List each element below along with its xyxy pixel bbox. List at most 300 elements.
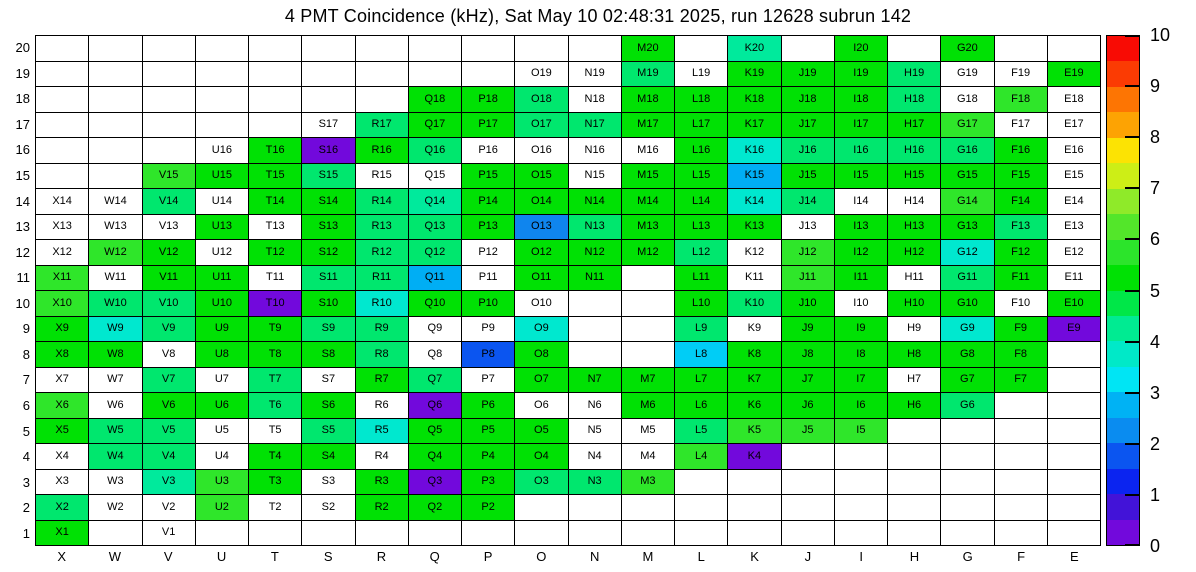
grid-cell <box>941 444 994 470</box>
grid-cell: P12 <box>462 240 515 266</box>
grid-cell <box>941 470 994 496</box>
grid-cell <box>622 266 675 292</box>
grid-cell: K10 <box>728 291 781 317</box>
grid-cell: L8 <box>675 342 728 368</box>
colorbar-band <box>1107 520 1139 545</box>
grid-cell: V10 <box>143 291 196 317</box>
grid-cell: M17 <box>622 113 675 139</box>
y-tick-label: 8 <box>22 346 30 362</box>
grid-cell <box>249 87 302 113</box>
grid-cell: H16 <box>888 138 941 164</box>
grid-cell: M5 <box>622 419 675 445</box>
grid-cell: P6 <box>462 393 515 419</box>
grid-cell: E17 <box>1048 113 1101 139</box>
x-tick-label: F <box>1017 549 1026 564</box>
grid-cell: N7 <box>569 368 622 394</box>
grid-cell <box>888 470 941 496</box>
grid-cell: M13 <box>622 215 675 241</box>
grid-cell: O6 <box>515 393 568 419</box>
grid-cell: Q17 <box>409 113 462 139</box>
colorbar-tick <box>1125 544 1140 546</box>
grid-cell: U8 <box>196 342 249 368</box>
grid-cell: F8 <box>995 342 1048 368</box>
grid-cell <box>36 62 89 88</box>
grid-cell: U16 <box>196 138 249 164</box>
grid-cell: G9 <box>941 317 994 343</box>
grid-cell: L4 <box>675 444 728 470</box>
grid-cell: P15 <box>462 164 515 190</box>
grid-cell: O15 <box>515 164 568 190</box>
grid-cell: Q9 <box>409 317 462 343</box>
grid-cell <box>622 495 675 521</box>
grid-cell: O13 <box>515 215 568 241</box>
y-tick-label: 17 <box>15 116 30 132</box>
grid-cell: L17 <box>675 113 728 139</box>
grid-cell <box>1048 521 1101 547</box>
grid-cell <box>782 495 835 521</box>
grid-cell <box>569 291 622 317</box>
grid-cell <box>143 113 196 139</box>
grid-cell: Q13 <box>409 215 462 241</box>
grid-cell: S10 <box>302 291 355 317</box>
grid-cell <box>675 495 728 521</box>
grid-cell <box>835 521 888 547</box>
grid-cell: T5 <box>249 419 302 445</box>
grid-cell: J10 <box>782 291 835 317</box>
grid-cell: O5 <box>515 419 568 445</box>
grid-cell: P10 <box>462 291 515 317</box>
grid-cell <box>888 36 941 62</box>
grid-cell: W10 <box>89 291 142 317</box>
grid-cell: J11 <box>782 266 835 292</box>
colorbar-tick <box>1125 85 1140 87</box>
grid-cell: R4 <box>356 444 409 470</box>
colorbar-band <box>1107 265 1139 290</box>
grid-cell: G20 <box>941 36 994 62</box>
grid-cell: H7 <box>888 368 941 394</box>
grid-cell <box>462 521 515 547</box>
grid-cell: X6 <box>36 393 89 419</box>
grid-cell: M15 <box>622 164 675 190</box>
grid-cell: H14 <box>888 189 941 215</box>
grid-cell: L7 <box>675 368 728 394</box>
grid-cell: N12 <box>569 240 622 266</box>
grid-cell: I7 <box>835 368 888 394</box>
grid-cell <box>196 87 249 113</box>
grid-cell: V4 <box>143 444 196 470</box>
grid-cell: L9 <box>675 317 728 343</box>
grid-cell: W12 <box>89 240 142 266</box>
grid-cell: X11 <box>36 266 89 292</box>
grid-cell: U4 <box>196 444 249 470</box>
colorbar-band <box>1107 214 1139 239</box>
grid-cell <box>728 521 781 547</box>
grid-cell <box>728 495 781 521</box>
grid-cell <box>782 521 835 547</box>
grid-cell: U10 <box>196 291 249 317</box>
grid-cell: R7 <box>356 368 409 394</box>
grid-cell: X13 <box>36 215 89 241</box>
grid-cell <box>356 87 409 113</box>
grid-cell: M4 <box>622 444 675 470</box>
grid-cell: U3 <box>196 470 249 496</box>
grid-cell: F10 <box>995 291 1048 317</box>
grid-cell: S4 <box>302 444 355 470</box>
grid-cell: X12 <box>36 240 89 266</box>
grid-cell: J9 <box>782 317 835 343</box>
colorbar-band <box>1107 469 1139 494</box>
grid-cell: X3 <box>36 470 89 496</box>
grid-cell: R14 <box>356 189 409 215</box>
grid-cell <box>675 36 728 62</box>
x-tick-label: W <box>108 549 122 564</box>
grid-cell: E11 <box>1048 266 1101 292</box>
grid-cell: J16 <box>782 138 835 164</box>
grid-cell: R17 <box>356 113 409 139</box>
x-tick-label: Q <box>429 549 440 564</box>
grid-cell: I10 <box>835 291 888 317</box>
grid-cell: P13 <box>462 215 515 241</box>
grid-cell: V14 <box>143 189 196 215</box>
grid-cell: M6 <box>622 393 675 419</box>
grid-cell <box>1048 419 1101 445</box>
y-tick-label: 2 <box>22 500 30 516</box>
grid-cell: G11 <box>941 266 994 292</box>
colorbar-tick <box>1125 187 1140 189</box>
grid-cell: F9 <box>995 317 1048 343</box>
grid-cell: G8 <box>941 342 994 368</box>
grid-cell: O17 <box>515 113 568 139</box>
grid-cell <box>569 495 622 521</box>
colorbar-tick-label: 3 <box>1150 382 1161 403</box>
grid-cell: K18 <box>728 87 781 113</box>
grid-cell: V9 <box>143 317 196 343</box>
colorbar-band <box>1107 36 1139 61</box>
grid-cell <box>196 36 249 62</box>
grid-cell: L15 <box>675 164 728 190</box>
grid-cell: Q4 <box>409 444 462 470</box>
grid-cell: P7 <box>462 368 515 394</box>
grid-cell: Q5 <box>409 419 462 445</box>
grid-cell <box>675 470 728 496</box>
grid-cell: M3 <box>622 470 675 496</box>
y-tick-label: 14 <box>15 193 30 209</box>
colorbar-tick <box>1125 35 1140 37</box>
y-tick-label: 11 <box>16 270 30 286</box>
grid-cell: Q6 <box>409 393 462 419</box>
colorbar-band <box>1107 189 1139 214</box>
grid-cell: T2 <box>249 495 302 521</box>
grid-cell: R9 <box>356 317 409 343</box>
grid-cell <box>196 113 249 139</box>
grid-cell <box>888 419 941 445</box>
grid-cell: S6 <box>302 393 355 419</box>
grid-cell <box>941 521 994 547</box>
grid-cell: Q10 <box>409 291 462 317</box>
grid-cell: H10 <box>888 291 941 317</box>
grid-cell: S7 <box>302 368 355 394</box>
grid-cell: J14 <box>782 189 835 215</box>
grid-cell <box>36 164 89 190</box>
grid-cell: J18 <box>782 87 835 113</box>
grid-cell: T12 <box>249 240 302 266</box>
grid-cell: N11 <box>569 266 622 292</box>
grid-cell: N14 <box>569 189 622 215</box>
grid-cell: I5 <box>835 419 888 445</box>
grid-cell: O11 <box>515 266 568 292</box>
grid-cell: H18 <box>888 87 941 113</box>
grid-cell <box>409 62 462 88</box>
grid-cell: X1 <box>36 521 89 547</box>
grid-cell: L5 <box>675 419 728 445</box>
grid-cell: I17 <box>835 113 888 139</box>
grid-cell <box>782 444 835 470</box>
grid-cell: W11 <box>89 266 142 292</box>
grid-cell: H11 <box>888 266 941 292</box>
grid-cell: T7 <box>249 368 302 394</box>
grid-cell: J7 <box>782 368 835 394</box>
grid-cell: R12 <box>356 240 409 266</box>
y-tick-label: 20 <box>15 40 30 56</box>
grid-cell <box>36 36 89 62</box>
grid-cell <box>249 521 302 547</box>
grid-cell: I9 <box>835 317 888 343</box>
y-tick-label: 4 <box>22 449 30 465</box>
grid-cell: W6 <box>89 393 142 419</box>
grid-cell: Q7 <box>409 368 462 394</box>
grid-cell: N3 <box>569 470 622 496</box>
grid-cell <box>36 113 89 139</box>
grid-cell <box>409 521 462 547</box>
grid-cell: U2 <box>196 495 249 521</box>
grid-cell <box>356 521 409 547</box>
grid-cell: P16 <box>462 138 515 164</box>
grid-cell: L13 <box>675 215 728 241</box>
grid-cell <box>1048 444 1101 470</box>
grid-cell: V2 <box>143 495 196 521</box>
grid-cell: T10 <box>249 291 302 317</box>
colorbar-tick <box>1125 341 1140 343</box>
grid-cell: W2 <box>89 495 142 521</box>
grid-cell <box>569 521 622 547</box>
grid-cell: O10 <box>515 291 568 317</box>
colorbar-band <box>1107 392 1139 417</box>
grid-cell: K13 <box>728 215 781 241</box>
y-tick-label: 19 <box>15 65 30 81</box>
colorbar-band <box>1107 240 1139 265</box>
grid-cell <box>356 36 409 62</box>
grid-cell <box>622 291 675 317</box>
grid-cell: P14 <box>462 189 515 215</box>
grid-cell <box>622 342 675 368</box>
grid-cell <box>569 342 622 368</box>
grid-cell <box>249 36 302 62</box>
y-tick-label: 16 <box>15 142 30 158</box>
grid-cell <box>515 36 568 62</box>
grid-cell <box>249 113 302 139</box>
grid-cell: L14 <box>675 189 728 215</box>
grid-cell: Q16 <box>409 138 462 164</box>
grid-cell: V15 <box>143 164 196 190</box>
grid-cell: M12 <box>622 240 675 266</box>
y-tick-label: 3 <box>22 474 30 490</box>
grid-cell: Q8 <box>409 342 462 368</box>
grid-cell: V13 <box>143 215 196 241</box>
grid-cell: I14 <box>835 189 888 215</box>
grid-cell: S2 <box>302 495 355 521</box>
grid-cell: K7 <box>728 368 781 394</box>
grid-cell: M18 <box>622 87 675 113</box>
grid-cell: J15 <box>782 164 835 190</box>
grid-cell: Q12 <box>409 240 462 266</box>
grid-cell: K16 <box>728 138 781 164</box>
grid-cell: E15 <box>1048 164 1101 190</box>
grid-cell: N4 <box>569 444 622 470</box>
grid-cell: P17 <box>462 113 515 139</box>
grid-cell: K11 <box>728 266 781 292</box>
grid-cell: Q14 <box>409 189 462 215</box>
colorbar-tick <box>1125 443 1140 445</box>
grid-cell: U14 <box>196 189 249 215</box>
grid-cell: P5 <box>462 419 515 445</box>
grid-cell: F18 <box>995 87 1048 113</box>
x-tick-label: T <box>270 549 279 564</box>
grid-cell: E16 <box>1048 138 1101 164</box>
grid-cell: R10 <box>356 291 409 317</box>
grid-cell: V5 <box>143 419 196 445</box>
grid-cell: O16 <box>515 138 568 164</box>
grid-cell <box>302 62 355 88</box>
grid-cell: U7 <box>196 368 249 394</box>
x-tick-label: K <box>750 549 759 564</box>
grid-cell <box>249 62 302 88</box>
grid-cell: F12 <box>995 240 1048 266</box>
grid-cell <box>1048 495 1101 521</box>
x-tick-label: G <box>962 549 973 564</box>
grid-cell: F16 <box>995 138 1048 164</box>
colorbar-band <box>1107 367 1139 392</box>
grid-cell: G14 <box>941 189 994 215</box>
grid-cell: G12 <box>941 240 994 266</box>
grid-cell: P11 <box>462 266 515 292</box>
grid-cell: T15 <box>249 164 302 190</box>
grid-cell <box>515 495 568 521</box>
grid-cell: I20 <box>835 36 888 62</box>
x-tick-label: H <box>909 549 920 564</box>
grid-cell <box>728 470 781 496</box>
grid-cell: S8 <box>302 342 355 368</box>
grid-cell: H19 <box>888 62 941 88</box>
y-tick-label: 7 <box>22 372 30 388</box>
grid-cell: G15 <box>941 164 994 190</box>
grid-cell: K17 <box>728 113 781 139</box>
grid-cell <box>409 36 462 62</box>
grid-cell: E12 <box>1048 240 1101 266</box>
grid-cell: P8 <box>462 342 515 368</box>
grid-cell <box>1048 393 1101 419</box>
grid-cell: E9 <box>1048 317 1101 343</box>
grid-cell: V3 <box>143 470 196 496</box>
grid-cell <box>835 444 888 470</box>
grid-cell: X2 <box>36 495 89 521</box>
colorbar-tick <box>1125 290 1140 292</box>
y-tick-label: 15 <box>15 168 30 184</box>
grid-cell: U11 <box>196 266 249 292</box>
grid-cell: M14 <box>622 189 675 215</box>
grid-cell: K20 <box>728 36 781 62</box>
grid-cell: O9 <box>515 317 568 343</box>
x-tick-label: L <box>697 549 705 564</box>
grid-cell: G18 <box>941 87 994 113</box>
grid-cell: K6 <box>728 393 781 419</box>
grid-cell: S5 <box>302 419 355 445</box>
grid-cell: U12 <box>196 240 249 266</box>
x-tick-label: P <box>483 549 493 564</box>
grid-cell <box>89 87 142 113</box>
grid-cell: V12 <box>143 240 196 266</box>
grid-cell: U9 <box>196 317 249 343</box>
grid-cell: G7 <box>941 368 994 394</box>
grid-cell: S15 <box>302 164 355 190</box>
grid-cell <box>1048 470 1101 496</box>
grid-cell: H17 <box>888 113 941 139</box>
colorbar-band <box>1107 112 1139 137</box>
grid-cell: J8 <box>782 342 835 368</box>
grid-cell: E18 <box>1048 87 1101 113</box>
grid-cell <box>569 317 622 343</box>
grid-cell <box>515 521 568 547</box>
grid-cell: T6 <box>249 393 302 419</box>
grid-cell: O3 <box>515 470 568 496</box>
grid-cell <box>356 62 409 88</box>
grid-cell <box>143 36 196 62</box>
grid-cell <box>302 36 355 62</box>
grid-cell <box>995 419 1048 445</box>
y-tick-label: 1 <box>22 525 30 541</box>
grid-cell: R6 <box>356 393 409 419</box>
grid-cell: H12 <box>888 240 941 266</box>
grid-cell <box>89 36 142 62</box>
grid-cell: N17 <box>569 113 622 139</box>
grid-cell: O12 <box>515 240 568 266</box>
grid-cell: S11 <box>302 266 355 292</box>
colorbar-band <box>1107 87 1139 112</box>
grid-cell: N19 <box>569 62 622 88</box>
grid-cell: R2 <box>356 495 409 521</box>
x-tick-label: M <box>642 549 654 564</box>
grid-cell: X5 <box>36 419 89 445</box>
grid-cell: W7 <box>89 368 142 394</box>
colorbar-band <box>1107 291 1139 316</box>
grid-cell: G16 <box>941 138 994 164</box>
grid-cell <box>89 62 142 88</box>
grid-cell <box>196 62 249 88</box>
grid-cell <box>888 495 941 521</box>
grid-cell <box>1048 342 1101 368</box>
grid-cell <box>782 36 835 62</box>
chart-title: 4 PMT Coincidence (kHz), Sat May 10 02:48:31 2025, run 12628 subrun 142 <box>284 6 912 26</box>
grid-cell: G13 <box>941 215 994 241</box>
grid-cell: V7 <box>143 368 196 394</box>
grid-cell <box>89 138 142 164</box>
grid-cell: K8 <box>728 342 781 368</box>
grid-cell <box>941 495 994 521</box>
y-tick-label: 5 <box>22 423 30 439</box>
grid-cell: R11 <box>356 266 409 292</box>
x-tick-label: V <box>163 549 173 564</box>
grid-cell <box>36 138 89 164</box>
grid-cell: K9 <box>728 317 781 343</box>
